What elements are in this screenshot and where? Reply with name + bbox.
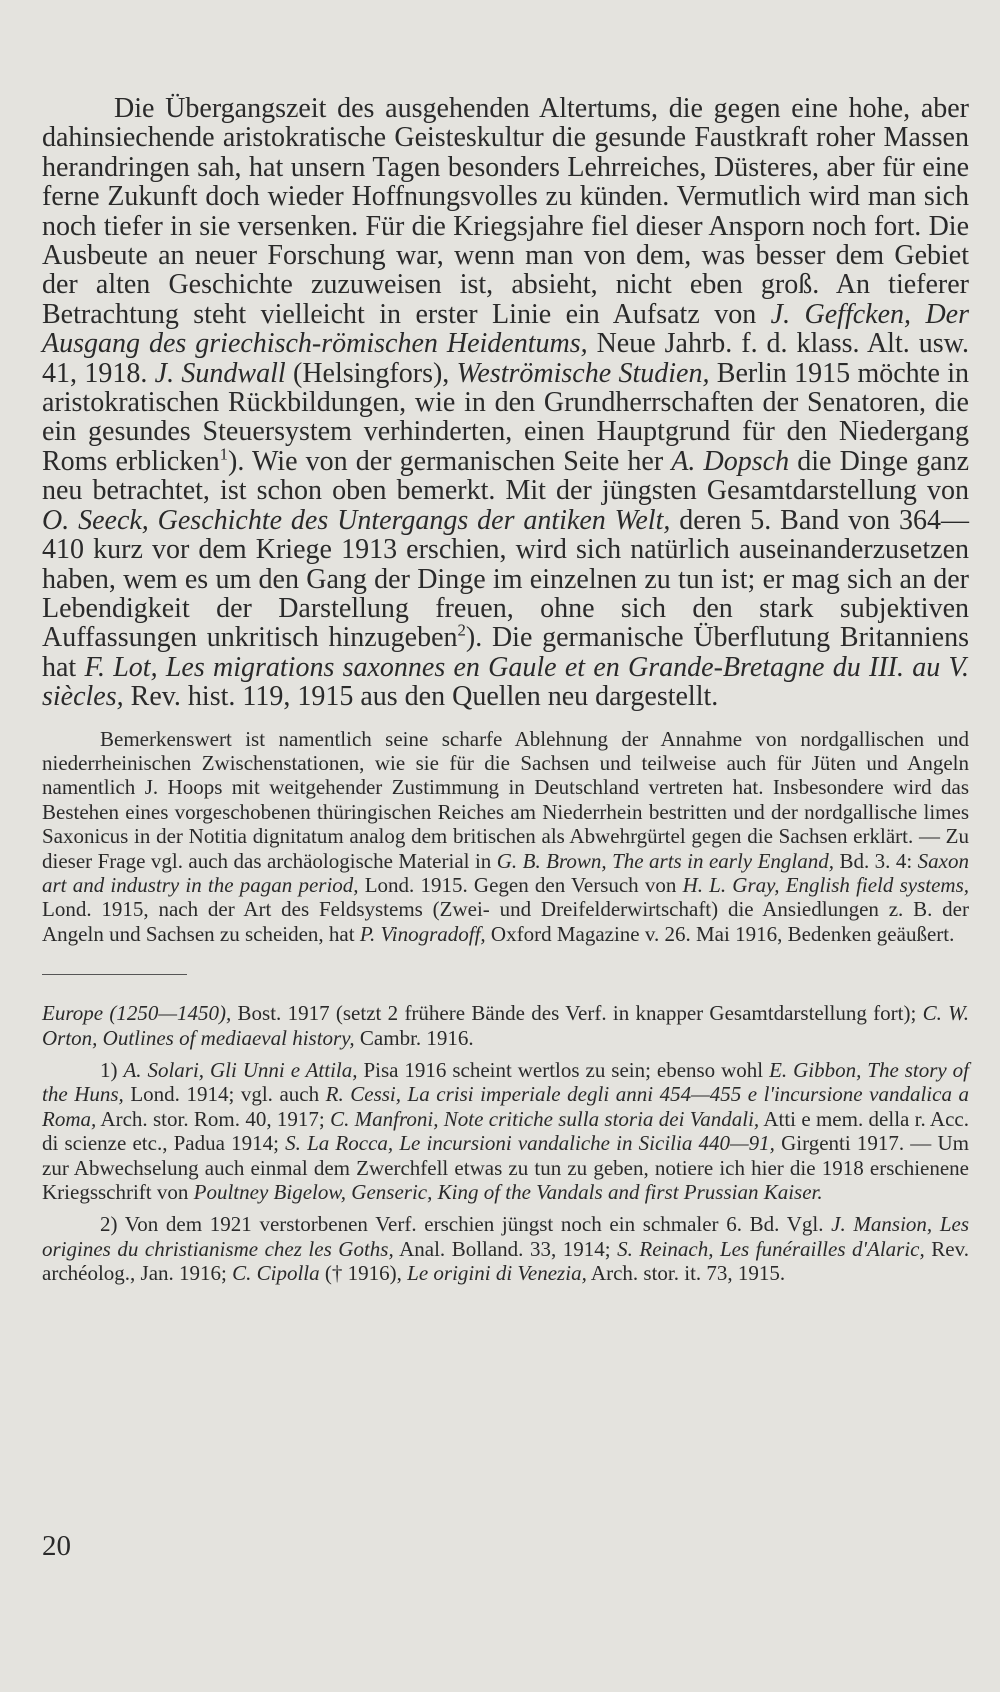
citation-vinogradoff: P. Vinogradoff, [359,921,486,946]
main-paragraph [42,94,969,712]
small-print-paragraph [42,727,969,947]
text-run: Bost. 1917 (setzt 2 frühere Bände des Verf. in knapper Gesamtdarstellung fort); [231,1001,923,1026]
text-run: Lond. 1914; vgl. auch [123,1082,326,1107]
text-run: (Helsingfors), [285,357,457,389]
citation-lot: F. Lot, Les migrations saxonnes en Gaule et en Grande-Bretagne du III. au V. siècles, [42,651,969,713]
text-run: Arch. stor. Rom. 40, 1917; [96,1106,331,1131]
citation-bigelow: Poultney Bigelow, Genseric, King of the Vandals and first Prussian Kaiser. [193,1180,823,1205]
citation-la-rocca: S. La Rocca, Le incursioni vandaliche in Sicilia 440—91, [285,1131,775,1156]
text-run: die Dinge ganz neu betrachtet, ist schon oben bemerkt. Mit der jüngsten Gesamtdarstellung von [42,445,970,507]
citation-gray: H. L. Gray, English field systems, [682,872,969,897]
footnote-ref-1: 1 [219,444,229,464]
citation-sundwall-title: Weströmische Studien, [456,357,710,389]
text-run: Cambr. 1916. [354,1025,474,1050]
text-run: Arch. stor. it. 73, 1915. [586,1261,786,1286]
page-number: 20 [42,1530,71,1562]
citation-mansion: J. Mansion, Les origines du christianisme chez les Goths, [42,1212,970,1261]
text-run: deren 5. Band von 364—410 kurz vor dem Kriege 1913 erschien, wird sich natürlich auseinanderzusetzen haben, wem es um den Gang der Dinge im einzelnen zu tun ist; er mag sich an der Lebendigkeit der Darstellung freuen, ohne sich den stark subjektiven Auffassungen unkritisch hinzugeben [42,504,969,654]
text-run: Die Übergangszeit des ausgehenden Altertums, die gegen eine hohe, aber dahinsiechende aristokratische Geisteskultur die gesunde Faustkraft roher Massen herandringen sah, hat unsern Tagen besonders Lehrreiches, Düsteres, aber für eine ferne Zukunft doch wieder Hoffnungsvolles zu künden. Vermutlich wird man sich noch tiefer in sie versenken. Für die Kriegsjahre fiel dieser Ansporn noch fort. Die Ausbeute an neuer Forschung war, wenn man von dem, was besser dem Gebiet der alten Geschichte zuzuweisen ist, absieht, nicht eben groß. An tieferer Betrachtung steht vielleicht in erster Linie ein Aufsatz von [42,93,969,330]
text-run: Rev. hist. 119, 1915 aus den Quellen neu dargestellt. [123,681,719,713]
text-run: Girgenti 1917. — Um zur Abwechselung auch einmal dem Zwerchfell etwas zu tun zu geben, notiere ich hier die 1918 erschienene Kriegsschrift von [42,1131,969,1205]
citation-europe: Europe (1250—1450), [42,1001,232,1026]
text-run: Oxford Magazine v. 26. Mai 1916, Bedenken geäußert. [485,921,955,946]
text-run: Neue Jahrb. f. d. klass. Alt. usw. 41, 1918. [42,328,969,389]
footnote-ref-2: 2 [457,620,466,640]
text-run: Bd. 3. 4: [834,848,918,873]
citation-orton: C. W. Orton, Outlines of mediaeval history, [42,1001,969,1050]
text-run: Pisa 1916 scheint wertlos zu sein; ebenso wohl [357,1058,770,1082]
citation-reinach: S. Reinach, Les funérailles d'Alaric, [617,1236,925,1261]
text-run: Rev. archéolog., Jan. 1916; [42,1236,970,1286]
footnote-separator [42,974,187,975]
text-run: Bemerkenswert ist namentlich seine scharfe Ablehnung der Annahme von nordgallischen und niederrheinischen Zwischenstationen, wie sie für die Sachsen und teilweise auch für Jüten und Angeln namentlich J. Hoops mit weitgehender Zustimmung in Deutschland vertreten hat. Insbesondere wird das Bestehen eines vorgeschobenen thüringischen Reiches am Niederrhein bestritten und der nordgallische limes Saxonicus in der Notitia dignitatum analog dem britischen als Abwehrgürtel gegen die Sachsen erklärt. — Zu dieser Frage vgl. auch das archäologische Material in [42,726,969,873]
text-run: Lond. 1915, nach der Art des Feldsystems (Zwei- und Dreifelderwirtschaft) die Ansiedlungen z. B. der Angeln und Sachsen zu scheiden, hat [42,897,969,946]
citation-sundwall-author: J. Sundwall [154,357,286,389]
citation-saxon-art: Saxon art and industry in the pagan period, [42,848,969,897]
citation-dopsch: A. Dopsch [671,445,790,477]
citation-gibbon: E. Gibbon, The story of the Huns, [42,1058,969,1107]
citation-geffcken: J. Geffcken, Der Ausgang des griechisch-römischen Heidentums, [42,298,969,360]
text-run: Lond. 1915. Gegen den Versuch von [358,872,683,897]
citation-solari: A. Solari, Gli Unni e Attila, [123,1058,358,1082]
text-run: Berlin 1915 möchte in aristokratischen Rückbildungen, wie in den Grundherrschaften der Senatoren, die ein gesundes Steuersystem verhinderten, einen Hauptgrund für den Niedergang Roms erblicken [42,357,969,477]
footnote-1 [42,1058,969,1204]
text-run: ). Die germanische Überflutung Britanniens hat [42,622,969,683]
text-run: Atti e mem. della r. Acc. di scienze etc., Padua 1914; [42,1106,969,1156]
citation-seeck: O. Seeck, Geschichte des Untergangs der antiken Welt, [42,504,671,536]
citation-cipolla-title: Le origini di Venezia, [407,1261,587,1286]
citation-cipolla-author: C. Cipolla [232,1261,320,1286]
citation-brown: G. B. Brown, The arts in early England, [496,848,834,873]
citation-cessi: R. Cessi, La crisi imperiale degli anni 454—455 e l'incursione vandalica a Roma, [42,1082,970,1131]
citation-manfroni: C. Manfroni, Note critiche sulla storia dei Vandali, [330,1106,760,1131]
text-run: Anal. Bolland. 33, 1914; [393,1236,618,1261]
text-run: 2) Von dem 1921 verstorbenen Verf. erschien jüngst noch ein schmaler 6. Bd. Vgl. [100,1212,832,1237]
text-run: († 1916), [319,1261,408,1286]
footnote-2 [42,1212,969,1285]
page-content [42,94,969,1286]
footnote-continuation [42,1001,969,1050]
text-run: 1) [100,1058,124,1082]
text-run: ). Wie von der germanischen Seite her [228,445,672,477]
